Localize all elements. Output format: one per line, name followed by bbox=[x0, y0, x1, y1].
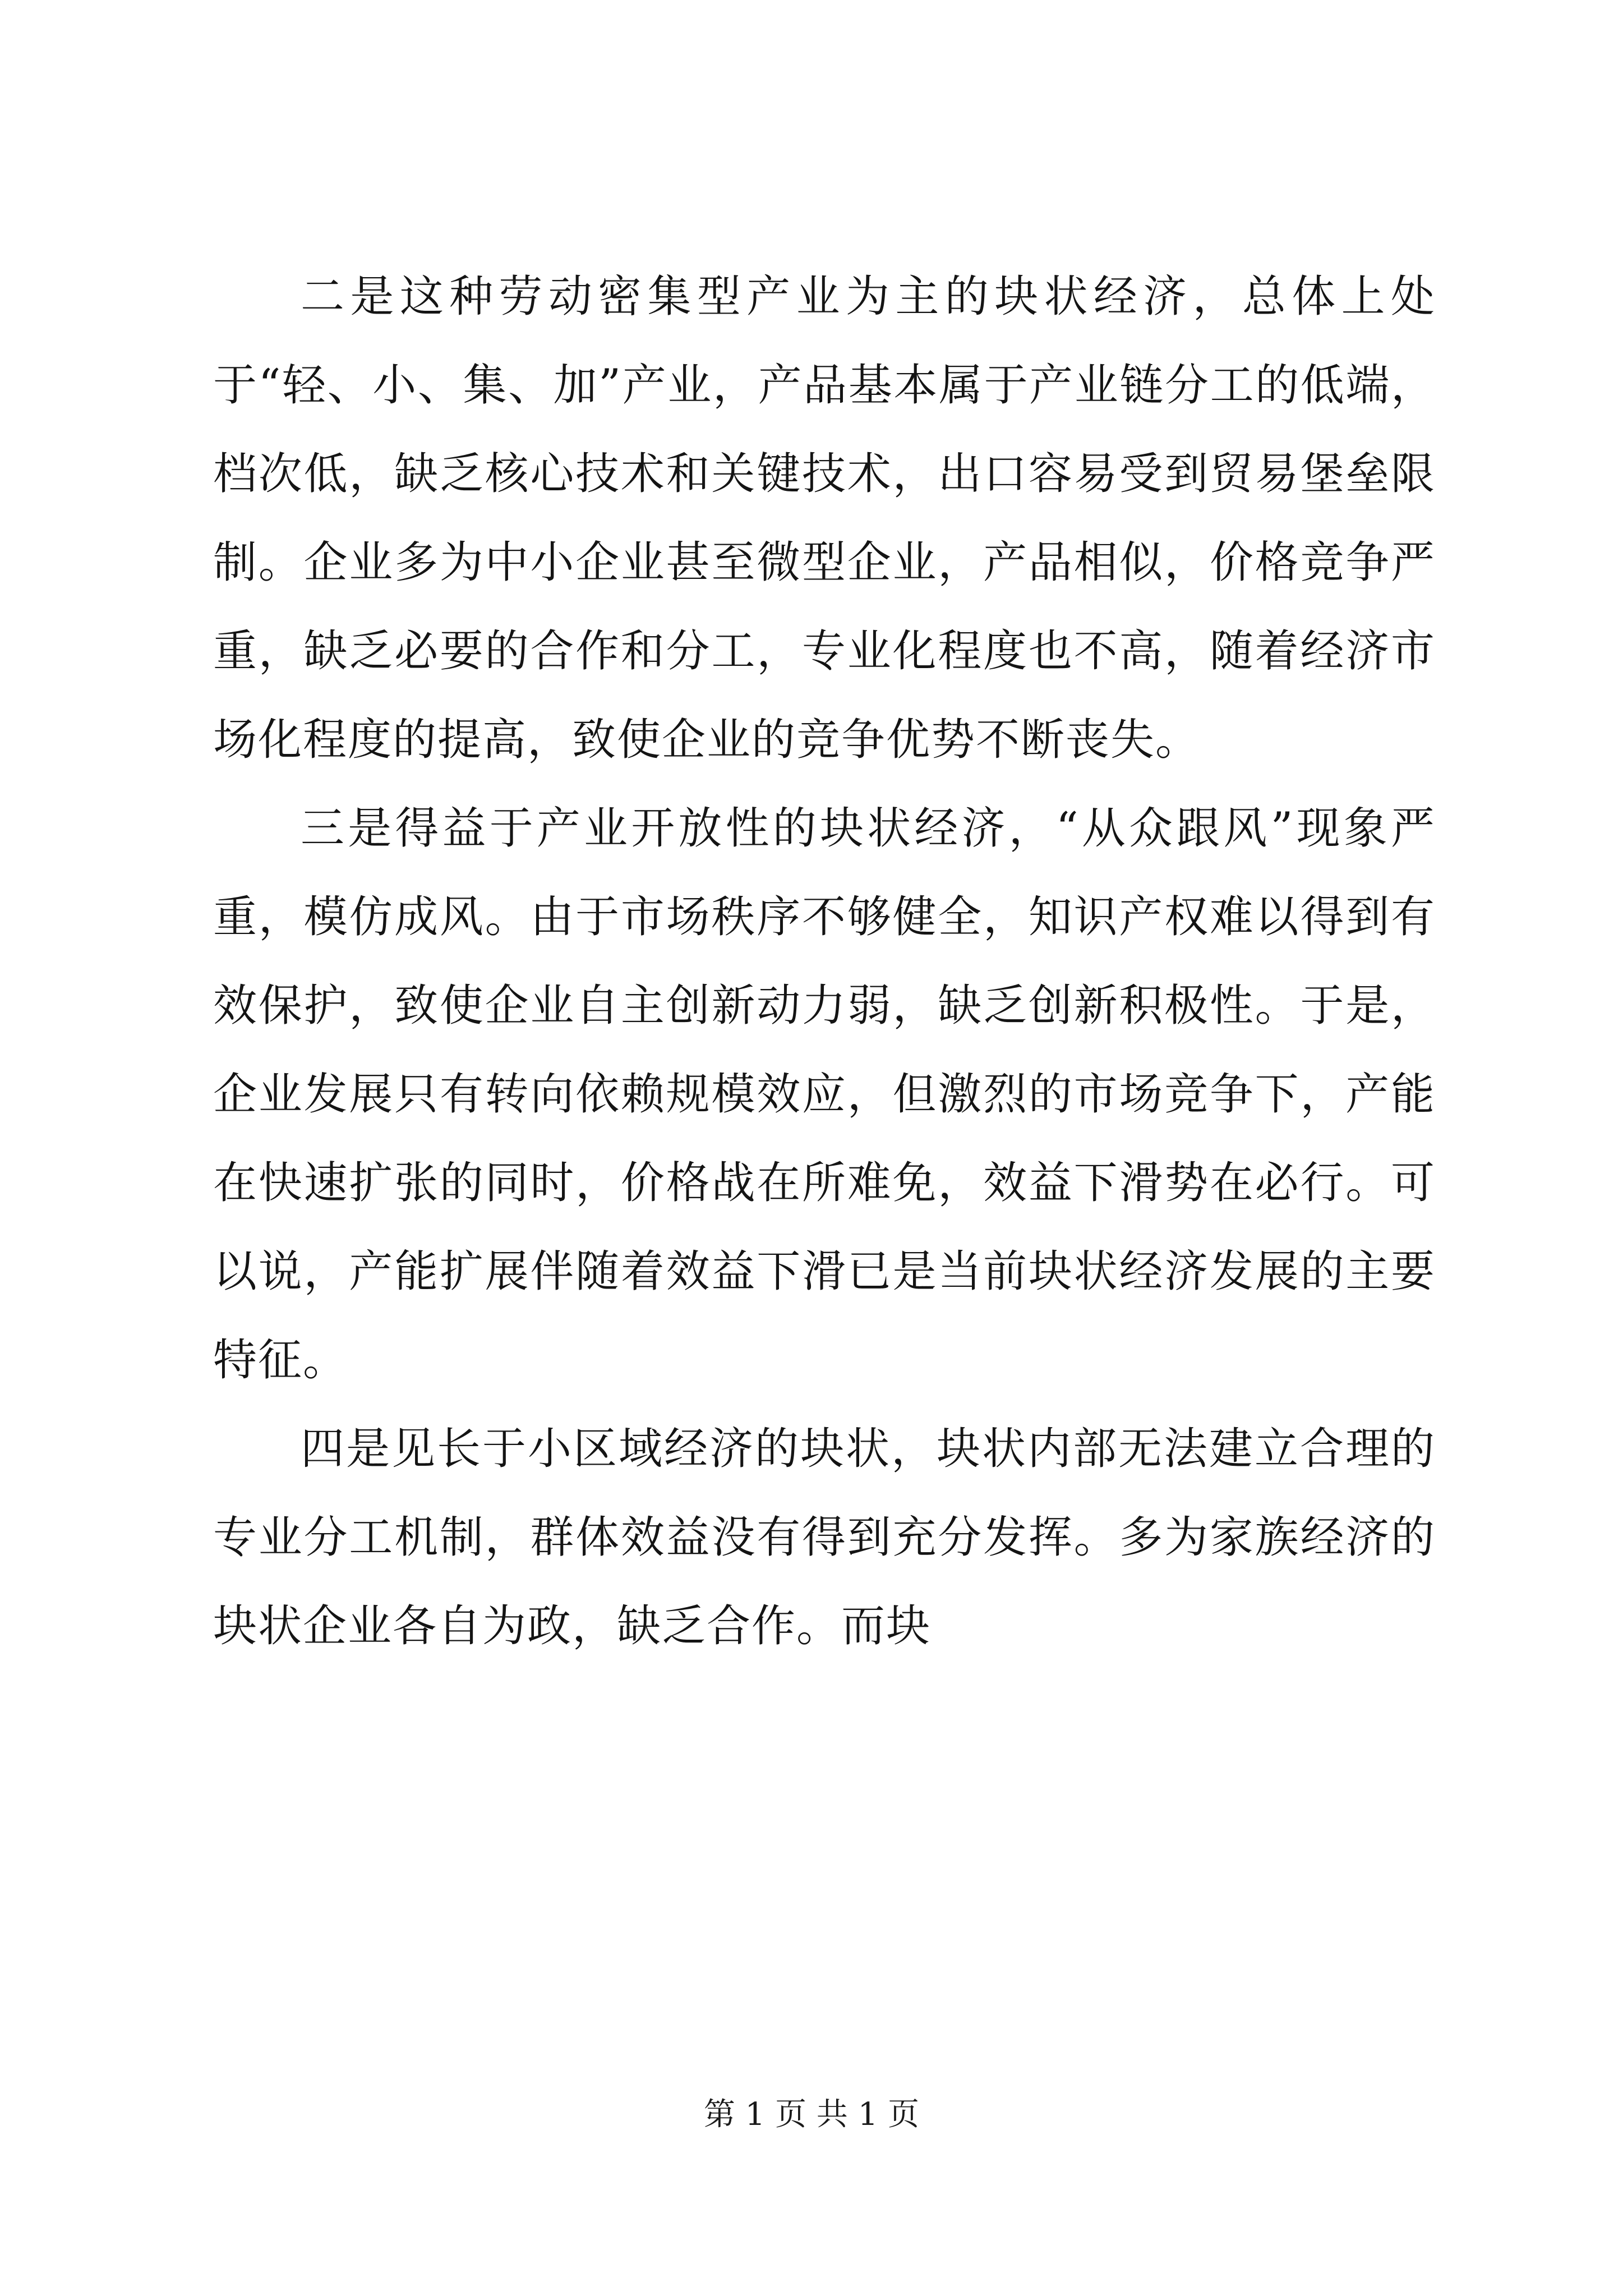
paragraph-4: 四是见长于小区域经济的块状，块状内部无法建立合理的专业分工机制，群体效益没有得到充分发挥。多为家族经济的块状企业各自为政，缺乏合作。而块 bbox=[213, 1424, 1436, 1651]
page-footer: 第 1 页 共 1 页 bbox=[703, 2096, 920, 2133]
document-body bbox=[213, 252, 1436, 1671]
paragraph-3: 三是得益于产业开放性的块状经济，“从众跟风”现象严重，模仿成风。由于市场秩序不够健全，知识产权难以得到有效保护，致使企业自主创新动力弱，缺乏创新积极性。于是，企业发展只有转向依赖规模效应，但激烈的市场竞争下，产能在快速扩张的同时，价格战在所难免，效益下滑势在必行。可以说，产能扩展伴随着效益下滑已是当前块状经济发展的主要特征。 bbox=[213, 803, 1436, 1386]
paragraph-2: 二是这种劳动密集型产业为主的块状经济，总体上处于“轻、小、集、加”产业，产品基本属于产业链分工的低端，档次低，缺乏核心技术和关键技术，出口容易受到贸易堡垒限制。企业多为中小企业甚至微型企业，产品相似，价格竞争严重，缺乏必要的合作和分工，专业化程度也不高，随着经济市场化程度的提高，致使企业的竞争优势不断丧失。 bbox=[213, 272, 1436, 765]
